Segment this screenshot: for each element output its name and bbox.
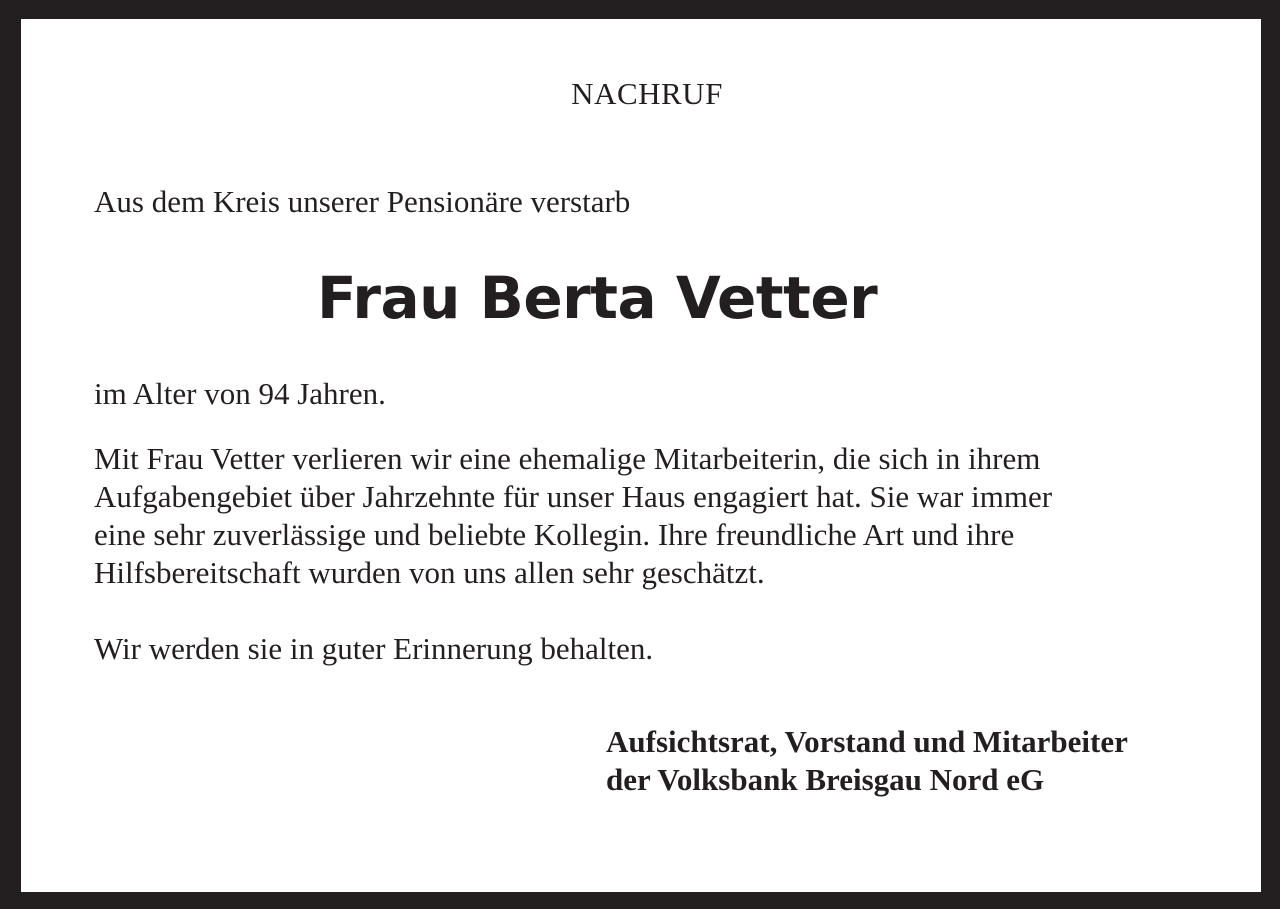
deceased-name: Frau Berta Vetter <box>317 264 878 332</box>
tribute-line: Mit Frau Vetter verlieren wir eine ehemalige Mitarbeiterin, die sich in ihrem <box>94 441 1041 476</box>
signature-line: Aufsichtsrat, Vorstand und Mitarbeiter <box>606 724 1128 759</box>
tribute-paragraph <box>94 440 1052 592</box>
tribute-line: Hilfsbereitschaft wurden von uns allen sehr geschätzt. <box>94 555 765 590</box>
notice-heading: NACHRUF <box>571 76 723 111</box>
age-line: im Alter von 94 Jahren. <box>94 376 386 411</box>
tribute-line: eine sehr zuverlässige und beliebte Kollegin. Ihre freundliche Art und ihre <box>94 517 1015 552</box>
signature-block <box>606 723 1128 799</box>
tribute-line: Aufgabengebiet über Jahrzehnte für unser Haus engagiert hat. Sie war immer <box>94 479 1053 514</box>
closing-line: Wir werden sie in guter Erinnerung behalten. <box>94 631 654 666</box>
intro-line: Aus dem Kreis unserer Pensionäre verstarb <box>94 184 631 219</box>
signature-line: der Volksbank Breisgau Nord eG <box>606 762 1045 797</box>
